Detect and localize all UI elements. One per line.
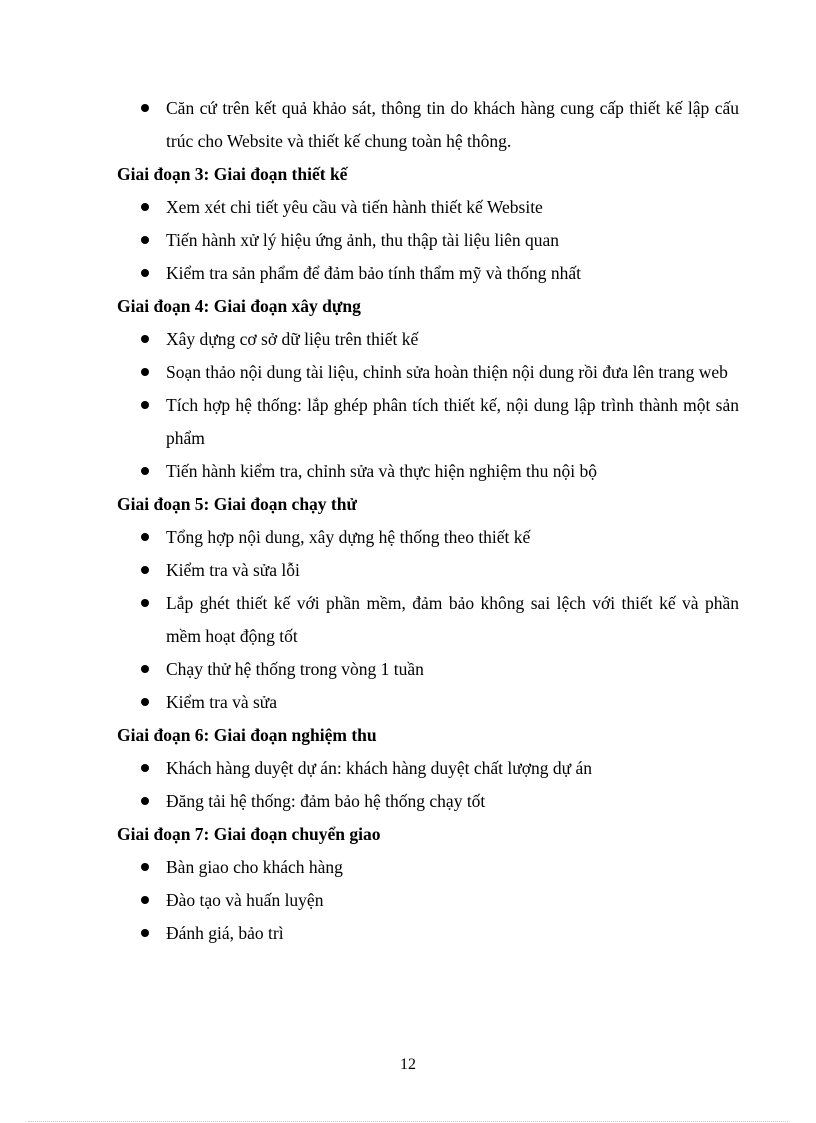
page-number: 12 <box>400 1056 416 1073</box>
page-bottom-rule <box>28 1121 788 1122</box>
list-item-text: Kiểm tra và sửa lỗi <box>166 560 300 580</box>
list-item <box>117 389 739 455</box>
list-item-text: Soạn thảo nội dung tài liệu, chỉnh sửa hoàn thiện nội dung rồi đưa lên trang web <box>166 362 728 382</box>
section-heading: Giai đoạn 6: Giai đoạn nghiệm thu <box>117 725 377 745</box>
bullet-icon <box>141 665 149 673</box>
bullet-icon <box>141 797 149 805</box>
list-item <box>117 686 739 719</box>
bullet-icon <box>141 269 149 277</box>
list-item-text: Kiểm tra và sửa <box>166 692 278 712</box>
list-item <box>117 554 739 587</box>
list-item-text: Xem xét chi tiết yêu cầu và tiến hành thiết kế Website <box>166 197 543 217</box>
list-item-text: Tích hợp hệ thống: lắp ghép phân tích thiết kế, nội dung lập trình thành một sản phẩm <box>166 395 739 448</box>
list-item <box>117 785 739 818</box>
section-heading: Giai đoạn 7: Giai đoạn chuyển giao <box>117 824 381 844</box>
list-item-text: Đào tạo và huấn luyện <box>166 890 324 910</box>
list-item <box>117 587 739 653</box>
list-item <box>117 917 739 950</box>
list-item <box>117 356 739 389</box>
list-item-text: Căn cứ trên kết quả khảo sát, thông tin do khách hàng cung cấp thiết kế lập cấu trúc cho Website và thiết kế chung toàn hệ thông. <box>166 98 739 151</box>
list-item-text: Tổng hợp nội dung, xây dựng hệ thống theo thiết kế <box>166 527 531 547</box>
bullet-icon <box>141 368 149 376</box>
list-item <box>117 92 739 158</box>
bullet-icon <box>141 401 149 409</box>
bullet-icon <box>141 929 149 937</box>
list-item <box>117 191 739 224</box>
section-heading: Giai đoạn 3: Giai đoạn thiết kế <box>117 164 348 184</box>
list-item <box>117 323 739 356</box>
list-item <box>117 455 739 488</box>
bullet-icon <box>141 236 149 244</box>
bullet-icon <box>141 566 149 574</box>
list-item-text: Chạy thử hệ thống trong vòng 1 tuần <box>166 659 424 679</box>
list-item <box>117 224 739 257</box>
bullet-icon <box>141 467 149 475</box>
list-item <box>117 521 739 554</box>
list-item-text: Tiến hành kiểm tra, chỉnh sửa và thực hiện nghiệm thu nội bộ <box>166 461 597 481</box>
bullet-icon <box>141 533 149 541</box>
list-item <box>117 851 739 884</box>
list-item <box>117 653 739 686</box>
page-content <box>117 92 739 950</box>
list-item-text: Bàn giao cho khách hàng <box>166 857 343 877</box>
list-item-text: Lắp ghét thiết kế với phần mềm, đảm bảo không sai lệch với thiết kế và phần mềm hoạt động tốt <box>166 593 739 646</box>
section-heading: Giai đoạn 4: Giai đoạn xây dựng <box>117 296 361 316</box>
section-heading: Giai đoạn 5: Giai đoạn chạy thử <box>117 494 357 514</box>
list-item-text: Đăng tải hệ thống: đảm bảo hệ thống chạy tốt <box>166 791 486 811</box>
bullet-icon <box>141 203 149 211</box>
list-item-text: Khách hàng duyệt dự án: khách hàng duyệt chất lượng dự án <box>166 758 592 778</box>
list-item <box>117 257 739 290</box>
list-item-text: Tiến hành xử lý hiệu ứng ảnh, thu thập tài liệu liên quan <box>166 230 560 250</box>
list-item-text: Đánh giá, bảo trì <box>166 923 284 943</box>
list-item <box>117 884 739 917</box>
bullet-icon <box>141 599 149 607</box>
bullet-icon <box>141 896 149 904</box>
list-item <box>117 752 739 785</box>
bullet-icon <box>141 863 149 871</box>
list-item-text: Xây dựng cơ sở dữ liệu trên thiết kế <box>166 329 419 349</box>
bullet-icon <box>141 335 149 343</box>
list-item-text: Kiểm tra sản phẩm để đảm bảo tính thẩm mỹ và thống nhất <box>166 263 582 283</box>
bullet-icon <box>141 698 149 706</box>
bullet-icon <box>141 104 149 112</box>
bullet-icon <box>141 764 149 772</box>
